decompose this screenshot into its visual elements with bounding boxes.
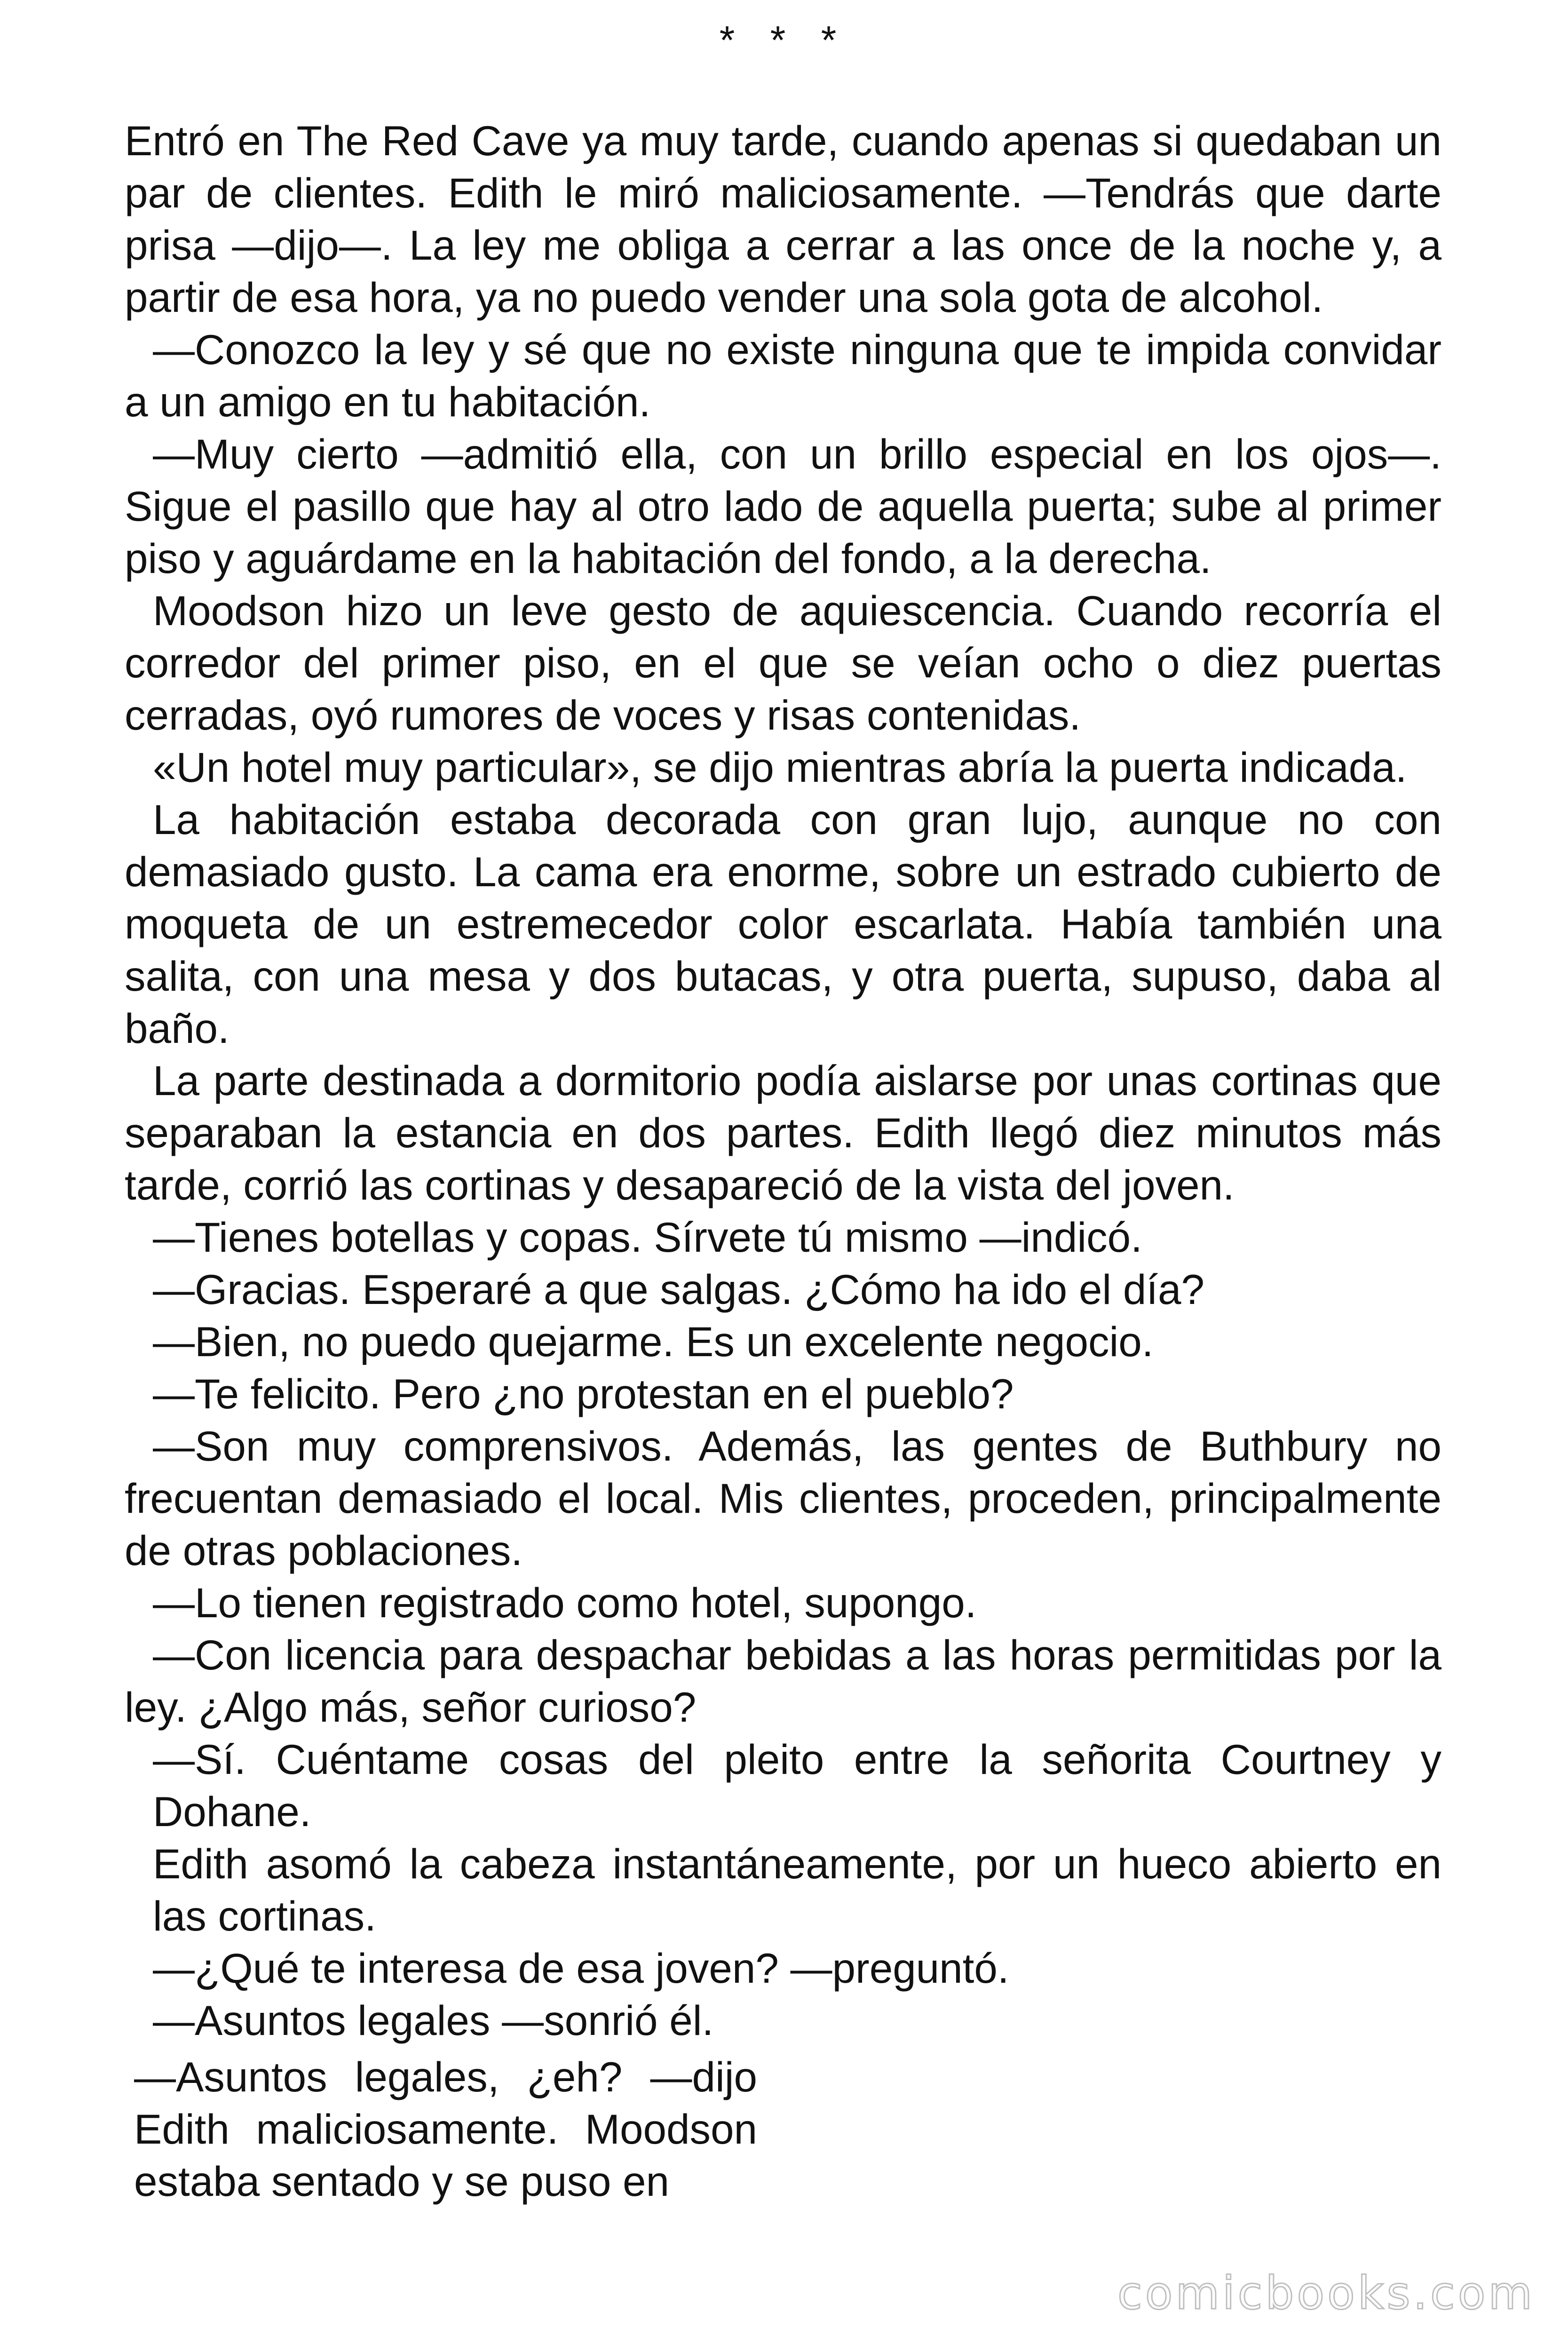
paragraph: —Tienes botellas y copas. Sírvete tú mismo —indicó.: [153, 1214, 1142, 1261]
narrow-column-text: [134, 2051, 757, 2208]
paragraph: —Te felicito. Pero ¿no protestan en el pueblo?: [153, 1370, 1014, 1417]
paragraph: La parte destinada a dormitorio podía aislarse por unas cortinas que separaban la estancia en dos partes. Edith llegó diez minutos más tarde, corrió las cortinas y desapareció de la vista del joven.: [125, 1057, 1441, 1208]
paragraph: —Gracias. Esperaré a que salgas. ¿Cómo ha ido el día?: [153, 1266, 1205, 1313]
paragraph: Edith asomó la cabeza instantáneamente, por un hueco abierto en las cortinas.: [153, 1840, 1441, 1939]
section-separator: * * *: [719, 18, 849, 62]
paragraph: —Lo tienen registrado como hotel, supongo.: [153, 1579, 977, 1626]
watermark: comicbooks.com: [1117, 2267, 1535, 2320]
paragraph: —¿Qué te interesa de esa joven? —preguntó.: [153, 1945, 1009, 1992]
paragraph: —Asuntos legales —sonrió él.: [153, 1997, 714, 2044]
paragraph: «Un hotel muy particular», se dijo mientras abría la puerta indicada.: [153, 744, 1407, 791]
paragraph: Entró en The Red Cave ya muy tarde, cuando apenas si quedaban un par de clientes. Edith le miró maliciosamente. —Tendrás que darte prisa —dijo—. La ley me obliga a cerrar a las once de la noche y, a partir de esa hora, ya no puedo vender una sola gota de alcohol.: [125, 117, 1441, 321]
paragraph: Moodson hizo un leve gesto de aquiescencia. Cuando recorría el corredor del primer piso, en el que se veían ocho o diez puertas cerradas, oyó rumores de voces y risas contenidas.: [125, 587, 1441, 739]
paragraph: —Conozco la ley y sé que no existe ninguna que te impida convidar a un amigo en tu habitación.: [125, 326, 1441, 425]
paragraph: —Sí. Cuéntame cosas del pleito entre la señorita Courtney y Dohane.: [153, 1736, 1441, 1835]
paragraph: —Asuntos legales, ¿eh? —dijo Edith maliciosamente. Moodson estaba sentado y se puso en: [134, 2053, 757, 2205]
body-text: [125, 115, 1441, 2047]
paragraph: —Con licencia para despachar bebidas a las horas permitidas por la ley. ¿Algo más, señor curioso?: [125, 1631, 1441, 1731]
paragraph: —Bien, no puedo quejarme. Es un excelente negocio.: [153, 1318, 1154, 1365]
paragraph: —Muy cierto —admitió ella, con un brillo especial en los ojos—. Sigue el pasillo que hay al otro lado de aquella puerta; sube al primer piso y aguárdame en la habitación del fondo, a la derecha.: [125, 430, 1441, 582]
paragraph: La habitación estaba decorada con gran lujo, aunque no con demasiado gusto. La cama era enorme, sobre un estrado cubierto de moqueta de un estremecedor color escarlata. Había también una salita, con una mesa y dos butacas, y otra puerta, supuso, daba al baño.: [125, 796, 1441, 1052]
paragraph: —Son muy comprensivos. Además, las gentes de Buthbury no frecuentan demasiado el local. Mis clientes, proceden, principalmente de otras poblaciones.: [125, 1422, 1441, 1574]
